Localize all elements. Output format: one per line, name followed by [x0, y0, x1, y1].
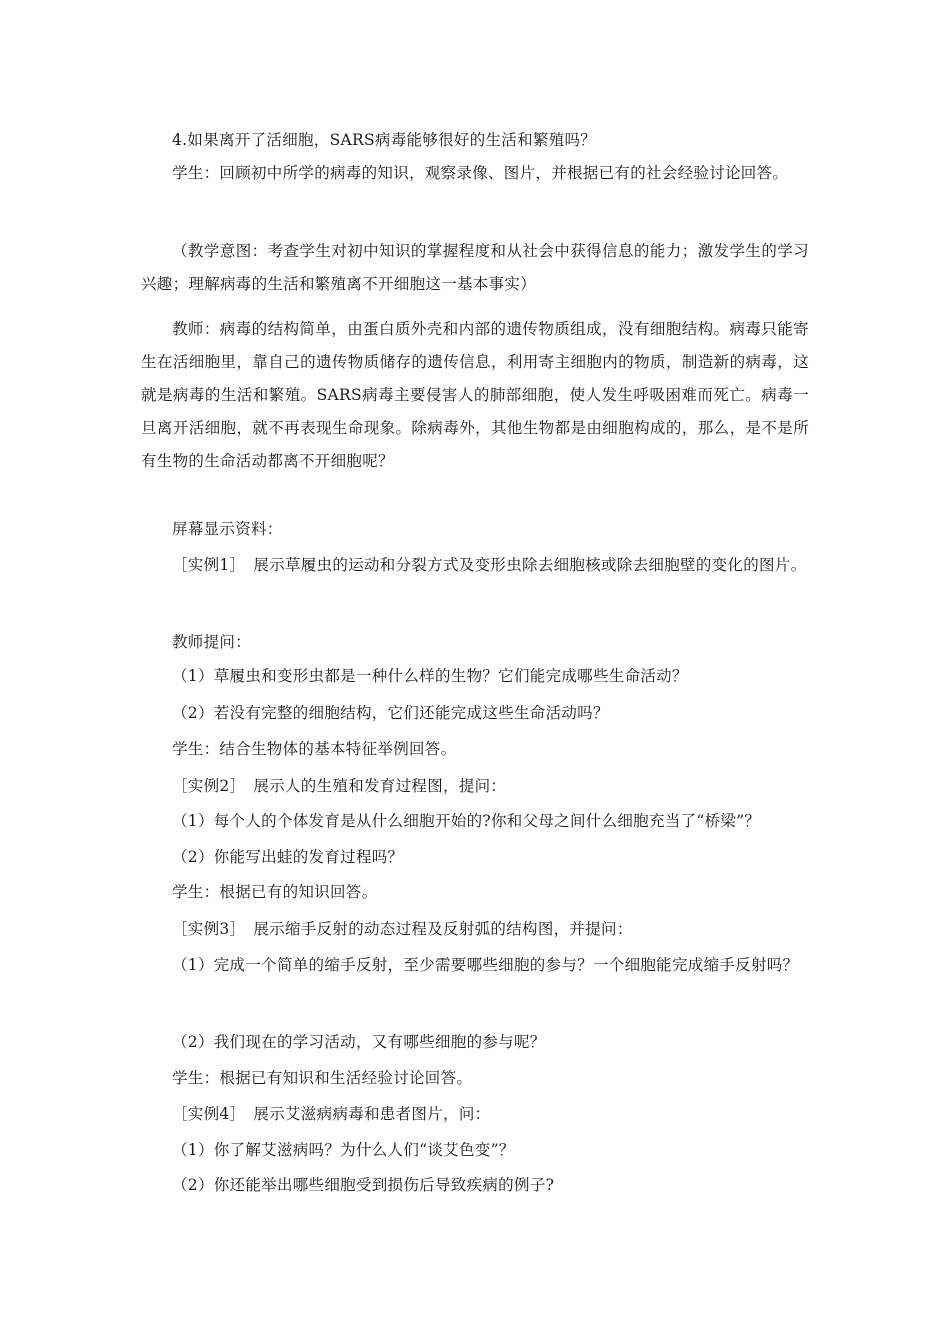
- paragraph-teaching-intent: （教学意图：考查学生对初中知识的掌握程度和从社会中获得信息的能力；激发学生的学习兴趣；理解病毒的生活和繁殖离不开细胞这一基本事实）: [141, 242, 809, 293]
- paragraph-student-answer-3: 学生：根据已有的知识回答。: [172, 883, 378, 901]
- paragraph-example-4-q2: （2）你还能举出哪些细胞受到损伤后导致疾病的例子?: [172, 1176, 555, 1194]
- paragraph-example-1-q1: （1）草履虫和变形虫都是一种什么样的生物？它们能完成哪些生命活动？: [172, 667, 688, 685]
- paragraph-example-2: ［实例2］ 展示人的生殖和发育过程图，提问：: [172, 777, 507, 795]
- paragraph-screen-display: 屏幕显示资料：: [172, 520, 283, 538]
- paragraph-student-answer-2: 学生：结合生物体的基本特征举例回答。: [172, 740, 457, 758]
- paragraph-example-3: ［实例3］ 展示缩手反射的动态过程及反射弧的结构图，并提问：: [172, 920, 633, 938]
- paragraph-example-3-q1: （1）完成一个简单的缩手反射，至少需要哪些细胞的参与？一个细胞能完成缩手反射吗？: [172, 956, 799, 974]
- paragraph-question-4: 4.如果离开了活细胞，SARS病毒能够很好的生活和繁殖吗？: [172, 131, 597, 149]
- paragraph-student-answer-4: 学生：根据已有知识和生活经验讨论回答。: [172, 1069, 473, 1087]
- paragraph-example-1: ［实例1］ 展示草履虫的运动和分裂方式及变形虫除去细胞核或除去细胞壁的变化的图片。: [172, 556, 807, 574]
- paragraph-teacher-explanation: 教师：病毒的结构简单，由蛋白质外壳和内部的遗传物质组成，没有细胞结构。病毒只能寄生在活细胞里，靠自己的遗传物质储存的遗传信息，利用寄主细胞内的物质，制造新的病毒，这就是病毒的生活和繁殖。SARS病毒主要侵害人的肺部细胞，使人发生呼吸困难而死亡。病毒一旦离开活细胞，就不再表现生命现象。除病毒外，其他生物都是由细胞构成的，那么，是不是所有生物的生命活动都离不开细胞呢？: [141, 320, 809, 470]
- paragraph-example-2-q1: （1）每个人的个体发育是从什么细胞开始的?你和父母之间什么细胞充当了“桥梁”？: [172, 812, 761, 830]
- paragraph-example-4: ［实例4］ 展示艾滋病病毒和患者图片，问：: [172, 1105, 491, 1123]
- paragraph-example-3-q2: （2）我们现在的学习活动，又有哪些细胞的参与呢？: [172, 1033, 546, 1051]
- paragraph-example-2-q2: （2）你能写出蛙的发育过程吗？: [172, 848, 404, 866]
- paragraph-example-4-q1: （1）你了解艾滋病吗？为什么人们“谈艾色变”？: [172, 1141, 515, 1159]
- paragraph-example-1-q2: （2）若没有完整的细胞结构，它们还能完成这些生命活动吗？: [172, 704, 609, 722]
- paragraph-teacher-asks: 教师提问：: [172, 633, 252, 651]
- paragraph-student-answer-1: 学生：回顾初中所学的病毒的知识，观察录像、图片，并根据已有的社会经验讨论回答。: [172, 164, 789, 182]
